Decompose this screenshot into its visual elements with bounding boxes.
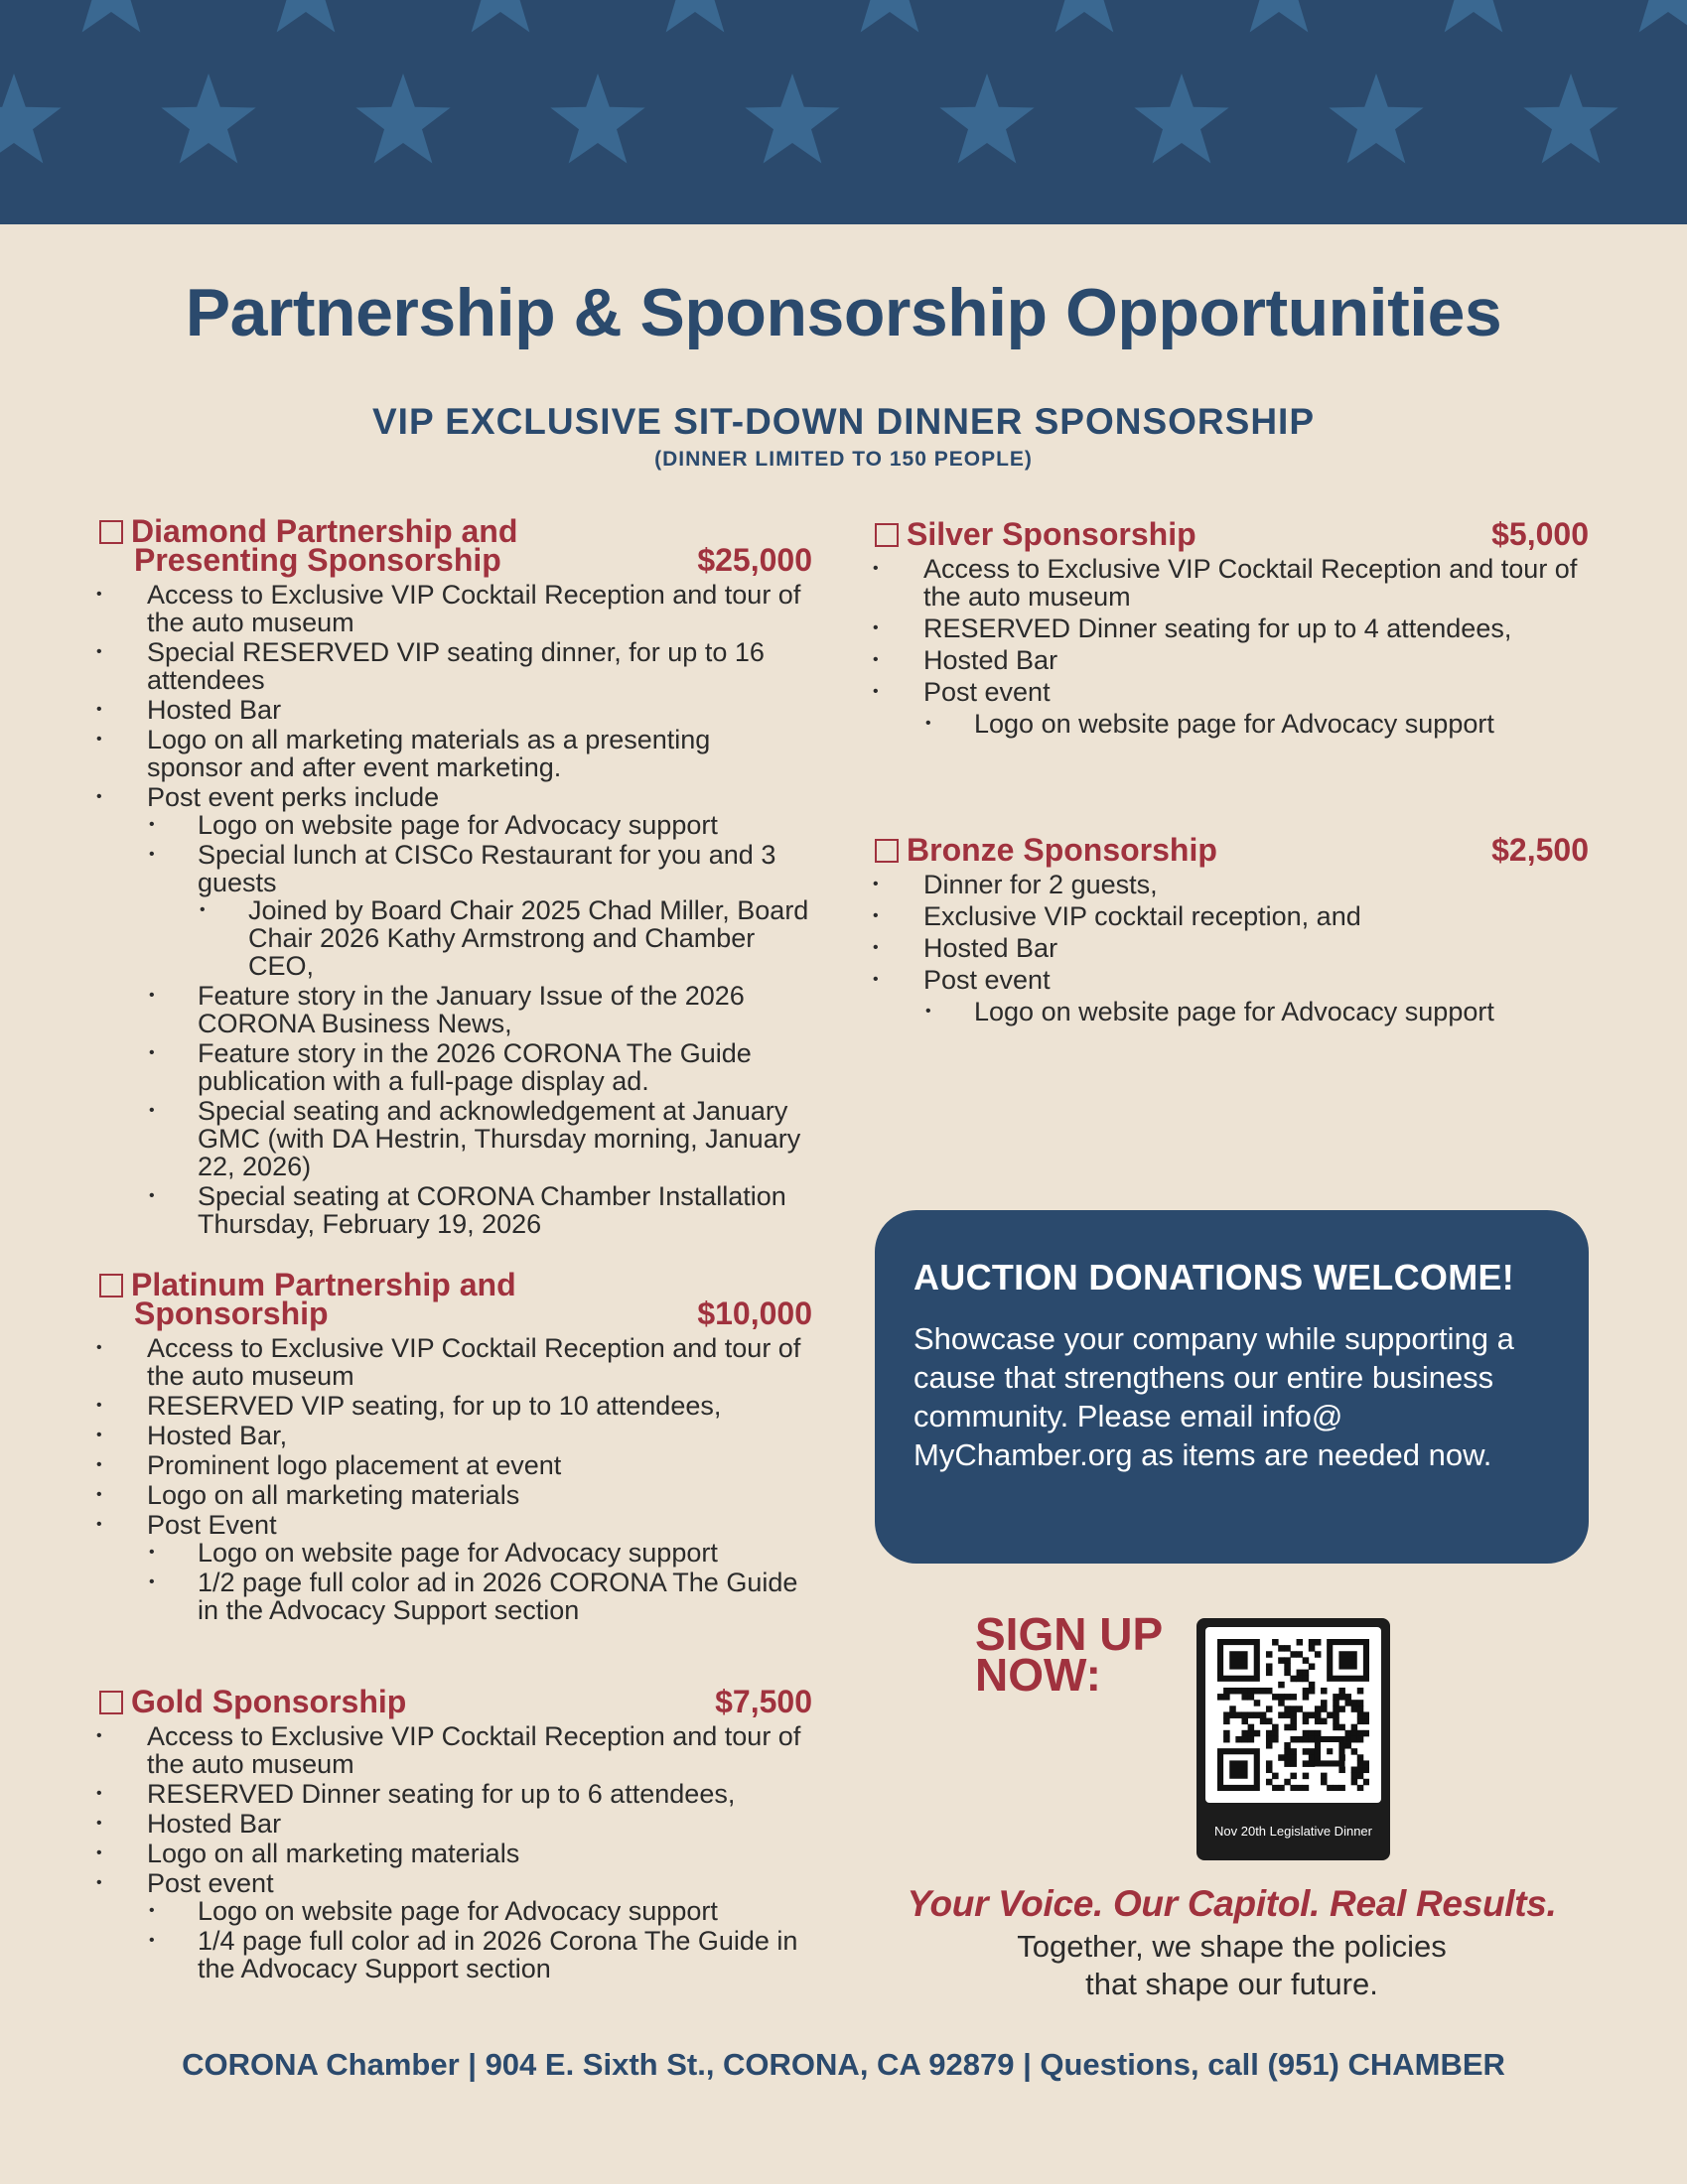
gold-tier-name: Gold Sponsorship [131, 1684, 407, 1719]
page-title: Partnership & Sponsorship Opportunities [185, 275, 1502, 350]
platinum-tier-name-line2: Sponsorship [134, 1296, 329, 1331]
list-item: • Hosted Bar [96, 1810, 812, 1838]
silver-checkbox[interactable] [875, 523, 899, 547]
list-item-text: • Post event [923, 677, 1051, 707]
tagline-subtext [875, 1928, 1589, 2003]
star-icon [1426, 0, 1520, 33]
platinum-tier [99, 1267, 812, 1626]
list-item [96, 1869, 812, 1982]
sign-up-line2: NOW: [975, 1649, 1101, 1701]
sub-list-item: • Special seating at CORONA Chamber Installation Thursday, February 19, 2026 [147, 1182, 812, 1238]
list-item: • Exclusive VIP cocktail reception, and [873, 902, 1589, 930]
gold-tier [99, 1684, 812, 1984]
platinum-tier-name: Platinum Partnership and [131, 1267, 516, 1302]
platinum-price: $10,000 [697, 1296, 812, 1331]
bronze-checkbox[interactable] [875, 839, 899, 863]
dinner-limit-note: (DINNER LIMITED TO 150 PEOPLE) [654, 448, 1033, 471]
star-icon [647, 0, 742, 33]
star-banner [0, 0, 1687, 224]
sub-list-item: • 1/2 page full color ad in 2026 CORONA The Guide in the Advocacy Support section [147, 1569, 812, 1624]
gold-checkbox[interactable] [99, 1691, 123, 1714]
bronze-tier [875, 832, 1589, 1027]
star-icon [550, 73, 644, 164]
list-item: • Hosted Bar [873, 646, 1589, 674]
silver-tier-header [875, 516, 1589, 552]
list-item: • Hosted Bar [873, 934, 1589, 962]
silver-tier [875, 516, 1589, 740]
star-icon [355, 73, 450, 164]
sub-list-item [147, 841, 812, 980]
list-item: • Special RESERVED VIP seating dinner, for up to 16 attendees [96, 638, 812, 694]
list-item: • Hosted Bar, [96, 1422, 812, 1449]
tagline-headline: Your Voice. Our Capitol. Real Results. [907, 1883, 1557, 1924]
list-item: • Access to Exclusive VIP Cocktail Reception and tour of the auto museum [96, 581, 812, 636]
bronze-price: $2,500 [1491, 832, 1589, 868]
star-icon [1523, 73, 1617, 164]
detail-list-item: • Joined by Board Chair 2025 Chad Miller, Board Chair 2026 Kathy Armstrong and Chamber CEO, [198, 896, 812, 980]
diamond-tier-header [99, 513, 812, 578]
bronze-tier-name: Bronze Sponsorship [907, 832, 1217, 868]
sub-list-item-text: • Special lunch at CISCo Restaurant for you and 3 guests [198, 840, 776, 897]
list-item: • RESERVED Dinner seating for up to 4 attendees, [873, 614, 1589, 642]
list-item [96, 783, 812, 1238]
sub-list-item: • Feature story in the January Issue of the 2026 CORONA Business News, [147, 982, 812, 1037]
sub-list-item: • Special seating and acknowledgement at January GMC (with DA Hestrin, Thursday morning, January 22, 2026) [147, 1097, 812, 1180]
footer-contact: CORONA Chamber | 904 E. Sixth St., CORONA, CA 92879 | Questions, call (951) CHAMBER [182, 2047, 1505, 2082]
diamond-price: $25,000 [697, 542, 812, 578]
star-icon [453, 0, 547, 33]
list-item-text: • Post Event [147, 1510, 277, 1540]
list-item: • Prominent logo placement at event [96, 1451, 812, 1479]
gold-price: $7,500 [715, 1684, 812, 1719]
auction-title: AUCTION DONATIONS WELCOME! [914, 1257, 1515, 1297]
sign-up-line1: SIGN UP [975, 1608, 1164, 1660]
diamond-tier-name: Diamond Partnership and [131, 513, 518, 549]
bronze-tier-header [875, 832, 1589, 868]
star-icon [1231, 0, 1326, 33]
sub-list-item: • Logo on website page for Advocacy support [147, 1897, 812, 1925]
list-item-text: • Post event [147, 1868, 274, 1898]
platinum-tier-header [99, 1267, 812, 1331]
list-item: • Access to Exclusive VIP Cocktail Reception and tour of the auto museum [873, 555, 1589, 611]
star-icon [64, 0, 158, 33]
auction-body: Showcase your company while supporting a cause that strengthens our entire business community. Please email info@ MyChamber.org as items are needed now. [914, 1321, 1514, 1472]
star-icon [842, 0, 936, 33]
qr-code-card[interactable] [1196, 1618, 1390, 1860]
sub-list-item: • 1/4 page full color ad in 2026 Corona The Guide in the Advocacy Support section [147, 1927, 812, 1982]
list-item: • RESERVED VIP seating, for up to 10 attendees, [96, 1392, 812, 1420]
diamond-tier-name-line2: Presenting Sponsorship [134, 542, 501, 578]
list-item [873, 678, 1589, 738]
auction-donations-box [875, 1210, 1589, 1564]
star-icon [0, 0, 1687, 224]
qr-code-area[interactable] [1205, 1627, 1381, 1803]
sub-list-item: • Logo on website page for Advocacy support [147, 1539, 812, 1567]
sub-list-item: • Logo on website page for Advocacy support [923, 710, 1589, 738]
list-item [96, 1511, 812, 1624]
qr-code-label: Nov 20th Legislative Dinner [1214, 1824, 1372, 1839]
tagline-line2: that shape our future. [1085, 1967, 1378, 2001]
star-icon [745, 73, 839, 164]
star-icon [1037, 0, 1131, 33]
sub-list-item: • Feature story in the 2026 CORONA The Guide publication with a full-page display ad. [147, 1039, 812, 1095]
star-icon [1329, 73, 1423, 164]
gold-tier-header [99, 1684, 812, 1719]
sign-up-heading [975, 1608, 1164, 1701]
list-item-text: • Post event [923, 965, 1051, 995]
star-icon [258, 0, 352, 33]
list-item: • RESERVED Dinner seating for up to 6 attendees, [96, 1780, 812, 1808]
star-icon [1620, 0, 1687, 33]
list-item [873, 966, 1589, 1025]
diamond-checkbox[interactable] [99, 520, 123, 544]
list-item: • Logo on all marketing materials [96, 1840, 812, 1867]
qr-code-icon[interactable] [1217, 1639, 1369, 1791]
silver-tier-name: Silver Sponsorship [907, 516, 1196, 552]
star-icon [0, 73, 62, 164]
list-item: • Logo on all marketing materials [96, 1481, 812, 1509]
star-icon [161, 73, 255, 164]
list-item-text: • Post event perks include [147, 782, 440, 812]
platinum-checkbox[interactable] [99, 1274, 123, 1297]
list-item: • Logo on all marketing materials as a presenting sponsor and after event marketing. [96, 726, 812, 781]
silver-price: $5,000 [1491, 516, 1589, 552]
section-subtitle: VIP EXCLUSIVE SIT-DOWN DINNER SPONSORSHIP [371, 401, 1316, 442]
list-item: • Access to Exclusive VIP Cocktail Reception and tour of the auto museum [96, 1722, 812, 1778]
sub-list-item: • Logo on website page for Advocacy support [147, 811, 812, 839]
list-item: • Access to Exclusive VIP Cocktail Reception and tour of the auto museum [96, 1334, 812, 1390]
list-item: • Hosted Bar [96, 696, 812, 724]
star-icon [1134, 73, 1228, 164]
diamond-tier [99, 513, 812, 1240]
sub-list-item: • Logo on website page for Advocacy support [923, 998, 1589, 1025]
list-item: • Dinner for 2 guests, [873, 871, 1589, 898]
star-icon [939, 73, 1034, 164]
tagline-line1: Together, we shape the policies [1017, 1929, 1447, 1964]
